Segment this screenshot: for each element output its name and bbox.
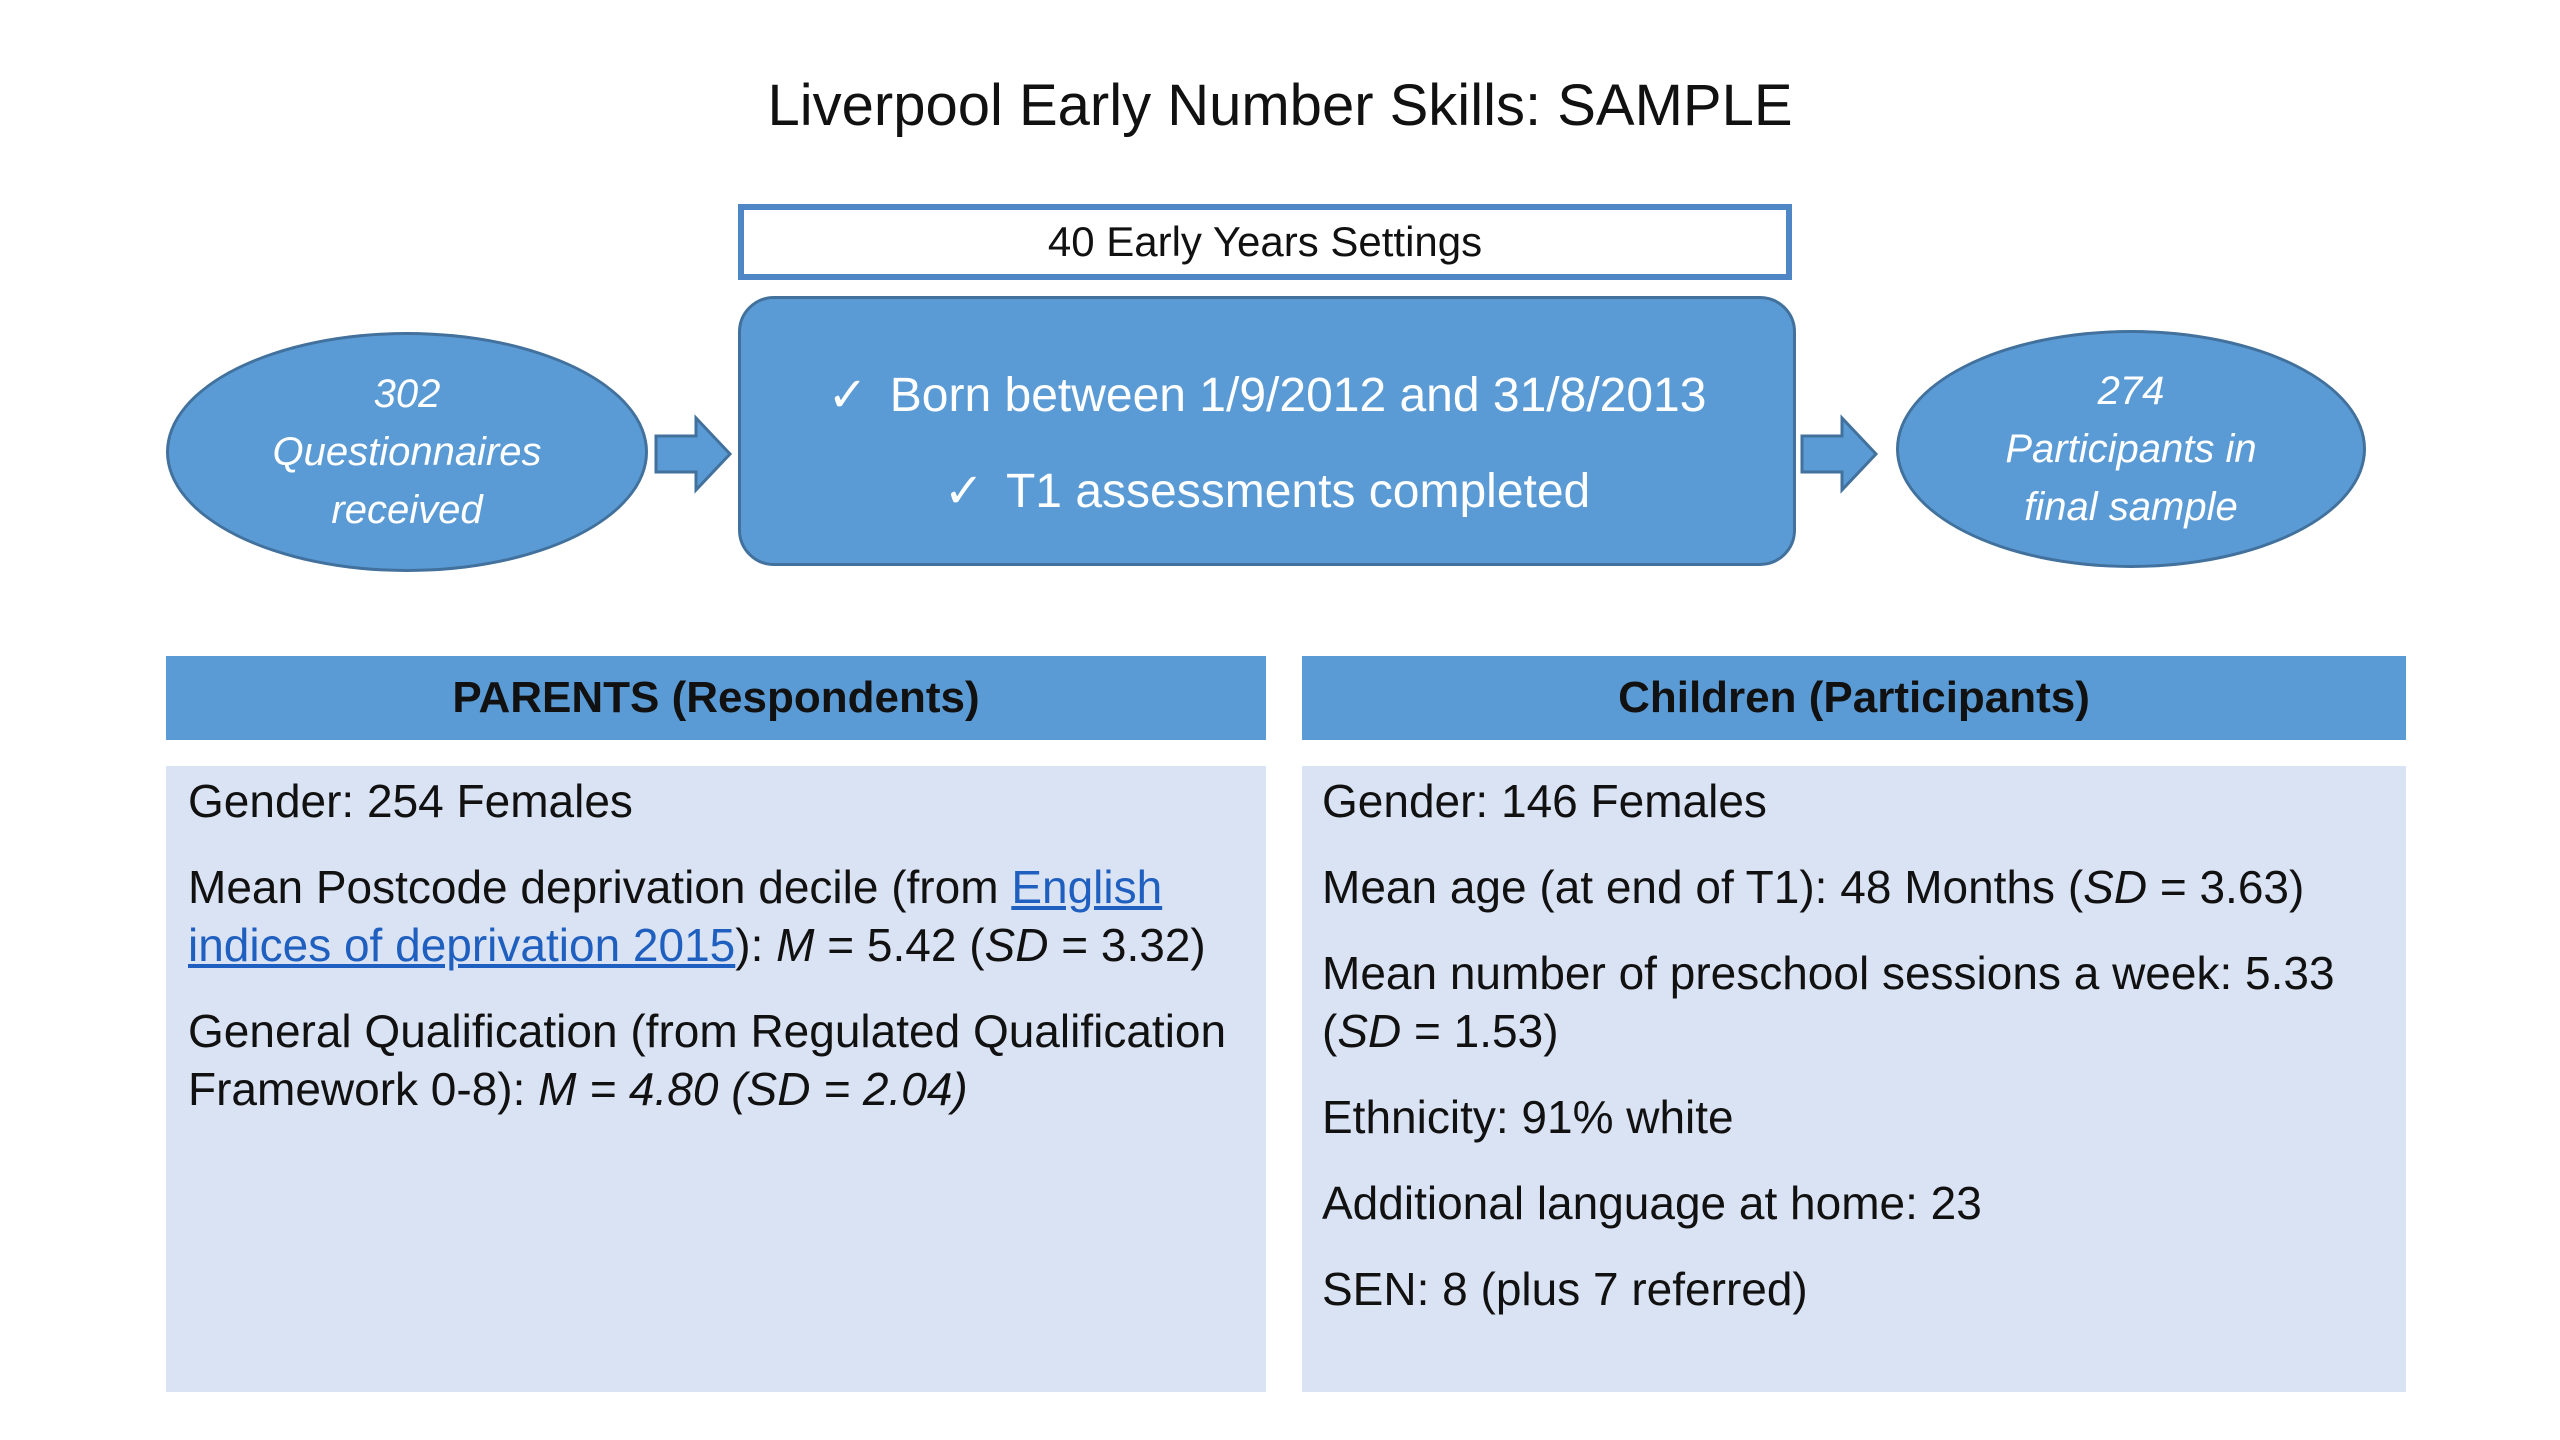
questionnaires-status: received: [331, 488, 483, 532]
qualification-stats: M = 4.80 (SD = 2.04): [538, 1063, 968, 1115]
parents-panel: [166, 766, 1266, 1392]
children-language: Additional language at home: 23: [1322, 1177, 1982, 1229]
children-sen: SEN: 8 (plus 7 referred): [1322, 1263, 1808, 1315]
criteria-assessment-label: T1 assessments completed: [1005, 465, 1591, 518]
final-sample-ellipse: [1896, 330, 2366, 568]
children-panel: [1302, 766, 2406, 1392]
questionnaires-label: Questionnaires: [272, 430, 542, 474]
settings-box: 40 Early Years Settings: [738, 204, 1792, 280]
check-icon: ✓: [943, 463, 984, 519]
children-age: [1322, 858, 2386, 916]
deprivation-sd-value: = 3.32): [1048, 919, 1206, 971]
deprivation-m-value: = 5.42 (: [814, 919, 985, 971]
deprivation-sd: SD: [984, 919, 1049, 971]
criteria-item-birth: [741, 365, 1793, 426]
age-prefix: Mean age (at end of T1): 48 Months (: [1322, 861, 2084, 913]
deprivation-link[interactable]: English indices of deprivation 2015: [188, 861, 1163, 971]
children-ethnicity: Ethnicity: 91% white: [1322, 1091, 1734, 1143]
sessions-prefix: Mean number of preschool sessions a week: 5.33 (: [1322, 947, 2335, 1057]
parents-deprivation: [188, 858, 1246, 974]
sessions-suffix: = 1.53): [1401, 1005, 1559, 1057]
criteria-box: [738, 296, 1796, 566]
check-icon: ✓: [827, 367, 868, 423]
qualification-prefix: General Qualification (from Regulated Qualification Framework 0-8):: [188, 1005, 1227, 1115]
final-sample-label: Participants in: [2005, 427, 2257, 471]
children-gender: Gender: 146 Females: [1322, 775, 1767, 827]
arrow-right-icon: [654, 414, 734, 494]
deprivation-m: M: [776, 919, 815, 971]
parents-gender: Gender: 254 Females: [188, 775, 633, 827]
arrow-right-icon: [1800, 414, 1880, 494]
questionnaires-count: 302: [373, 372, 441, 416]
deprivation-mid: ):: [735, 919, 777, 971]
parents-qualification: [188, 1002, 1246, 1118]
deprivation-prefix: Mean Postcode deprivation decile (from: [188, 861, 1012, 913]
final-sample-count: 274: [2097, 369, 2165, 413]
children-sessions: [1322, 944, 2386, 1060]
page-title: Liverpool Early Number Skills: SAMPLE: [767, 73, 1793, 138]
questionnaires-ellipse: [166, 332, 648, 572]
parents-header: PARENTS (Respondents): [166, 656, 1266, 740]
age-suffix: = 3.63): [2147, 861, 2305, 913]
children-header: Children (Participants): [1302, 656, 2406, 740]
final-sample-status: final sample: [2024, 485, 2238, 529]
criteria-birth-label: Born between 1/9/2012 and 31/8/2013: [889, 369, 1707, 422]
age-sd: SD: [2083, 861, 2148, 913]
criteria-item-assessment: [741, 461, 1793, 522]
sessions-sd: SD: [1337, 1005, 1402, 1057]
